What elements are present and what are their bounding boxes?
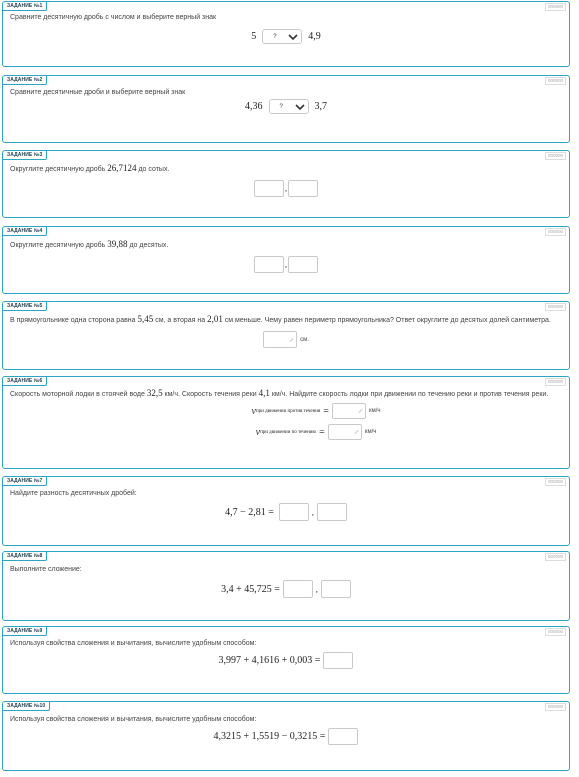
answer-input-against-current[interactable] bbox=[332, 403, 366, 419]
velocity-row-against bbox=[3, 403, 569, 419]
prompt-text: до десятых. bbox=[129, 242, 169, 249]
answer-input-fraction[interactable] bbox=[321, 580, 351, 598]
unit-label: км/ч bbox=[368, 408, 381, 414]
answer-input-fraction[interactable] bbox=[288, 180, 318, 197]
pencil-icon bbox=[354, 430, 359, 435]
task-label: ЗАДАНИЕ №5 bbox=[3, 302, 47, 311]
task-id: 000000 bbox=[545, 303, 566, 311]
select-value: ? bbox=[273, 33, 277, 40]
task-prompt bbox=[3, 236, 569, 250]
task-label: ЗАДАНИЕ №9 bbox=[3, 627, 47, 636]
task-label: ЗАДАНИЕ №10 bbox=[3, 702, 50, 711]
task-prompt bbox=[3, 311, 569, 325]
right-number: 3,7 bbox=[314, 101, 327, 112]
task-prompt: Используя свойства сложения и вычитания, вычислите удобным способом: bbox=[10, 640, 257, 647]
answer-input[interactable] bbox=[263, 331, 297, 348]
number: 32,5 bbox=[146, 388, 163, 398]
velocity-subscript: при движении против течения bbox=[255, 408, 321, 414]
comma: , bbox=[285, 184, 287, 193]
equals-sign: = bbox=[319, 426, 325, 438]
number: 2,01 bbox=[207, 314, 223, 324]
answer-input-fraction[interactable] bbox=[288, 256, 318, 273]
equals-sign: = bbox=[323, 405, 329, 417]
velocity-row-with bbox=[3, 424, 569, 440]
comparison-select[interactable] bbox=[269, 99, 309, 114]
expression: 4,7 − 2,81 = bbox=[225, 506, 274, 518]
task-id: 000000 bbox=[545, 3, 566, 11]
expression: 3,4 + 45,725 = bbox=[221, 583, 280, 595]
expression: 3,997 + 4,1616 + 0,003 = bbox=[218, 655, 321, 666]
task-label: ЗАДАНИЕ №3 bbox=[3, 151, 47, 160]
number: 5,45 bbox=[137, 314, 154, 324]
comparison-select[interactable] bbox=[262, 29, 302, 44]
task-prompt: Выполните сложение: bbox=[10, 566, 82, 573]
chevron-down-icon bbox=[295, 103, 305, 111]
task-label: ЗАДАНИЕ №7 bbox=[3, 477, 47, 486]
prompt-text: Округлите десятичную дробь bbox=[10, 242, 106, 249]
prompt-text: км/ч. Найдите скорость лодки при движении по течению реки и против течения реки. bbox=[271, 391, 549, 398]
task-card-5 bbox=[2, 301, 570, 370]
answer-input[interactable] bbox=[328, 728, 358, 745]
unit-label: см. bbox=[300, 336, 309, 343]
task-prompt: Найдите разность десятичных дробей: bbox=[10, 490, 137, 497]
velocity-symbol: v bbox=[251, 405, 256, 417]
comma: , bbox=[285, 260, 287, 269]
prompt-text: до сотых. bbox=[138, 166, 170, 173]
task-prompt: Сравните десятичные дроби и выберите верный знак bbox=[10, 89, 186, 96]
right-number: 4,9 bbox=[308, 31, 321, 42]
answer-input-integer[interactable] bbox=[279, 503, 309, 521]
expression: 4,3215 + 1,5519 − 0,3215 = bbox=[213, 731, 326, 742]
prompt-text: Округлите десятичную дробь bbox=[10, 166, 106, 173]
task-card-3 bbox=[2, 150, 570, 218]
task-card-4 bbox=[2, 226, 570, 294]
task-prompt bbox=[3, 386, 569, 399]
answer-input-integer[interactable] bbox=[283, 580, 313, 598]
left-number: 4,36 bbox=[245, 101, 263, 112]
task-id: 000000 bbox=[545, 152, 566, 160]
prompt-text: Скорость моторной лодки в стоячей воде bbox=[10, 391, 145, 398]
task-id: 000000 bbox=[545, 228, 566, 236]
task-id: 000000 bbox=[545, 478, 566, 486]
task-card-10 bbox=[2, 701, 570, 771]
velocity-subscript: при движении по течению bbox=[260, 429, 317, 435]
unit-label: км/ч bbox=[364, 429, 377, 435]
task-card-2 bbox=[2, 75, 570, 143]
comma: , bbox=[311, 507, 314, 517]
chevron-down-icon bbox=[288, 33, 298, 41]
prompt-text: см меньше. Чему равен периметр прямоугольника? Ответ округлите до десятых долей сантиметра. bbox=[224, 317, 551, 324]
number: 26,7124 bbox=[107, 163, 137, 173]
number: 39,88 bbox=[107, 239, 128, 249]
answer-input-fraction[interactable] bbox=[317, 503, 347, 521]
pencil-icon bbox=[358, 409, 363, 414]
task-label: ЗАДАНИЕ №6 bbox=[3, 377, 47, 386]
task-label: ЗАДАНИЕ №8 bbox=[3, 552, 47, 561]
task-card-6 bbox=[2, 376, 570, 469]
answer-input-integer[interactable] bbox=[254, 180, 284, 197]
left-number: 5 bbox=[251, 31, 257, 42]
task-id: 000000 bbox=[545, 628, 566, 636]
task-label: ЗАДАНИЕ №2 bbox=[3, 76, 47, 85]
pencil-icon bbox=[289, 337, 294, 342]
task-label: ЗАДАНИЕ №1 bbox=[3, 2, 47, 11]
prompt-text: км/ч. Скорость течения реки bbox=[164, 391, 257, 398]
velocity-symbol: v bbox=[255, 426, 261, 438]
task-id: 000000 bbox=[545, 378, 566, 386]
select-value: ? bbox=[279, 103, 283, 110]
answer-input-integer[interactable] bbox=[254, 256, 284, 273]
task-prompt: Сравните десятичную дробь с числом и выберите верный знак bbox=[10, 14, 217, 21]
task-card-1 bbox=[2, 1, 570, 67]
prompt-text: В прямоугольнике одна сторона равна bbox=[10, 317, 136, 324]
answer-input[interactable] bbox=[323, 652, 353, 669]
task-card-9 bbox=[2, 626, 570, 694]
task-prompt: Используя свойства сложения и вычитания, вычислите удобным способом: bbox=[10, 716, 257, 723]
prompt-text: см, а вторая на bbox=[155, 317, 206, 324]
answer-input-with-current[interactable] bbox=[328, 424, 362, 440]
task-id: 000000 bbox=[545, 553, 566, 561]
task-card-7 bbox=[2, 476, 570, 546]
task-id: 000000 bbox=[545, 77, 566, 85]
task-prompt bbox=[3, 160, 569, 174]
task-card-8 bbox=[2, 551, 570, 621]
number: 4,1 bbox=[258, 388, 270, 398]
comma: , bbox=[315, 584, 318, 594]
task-label: ЗАДАНИЕ №4 bbox=[3, 227, 47, 236]
task-id: 000000 bbox=[545, 703, 566, 711]
